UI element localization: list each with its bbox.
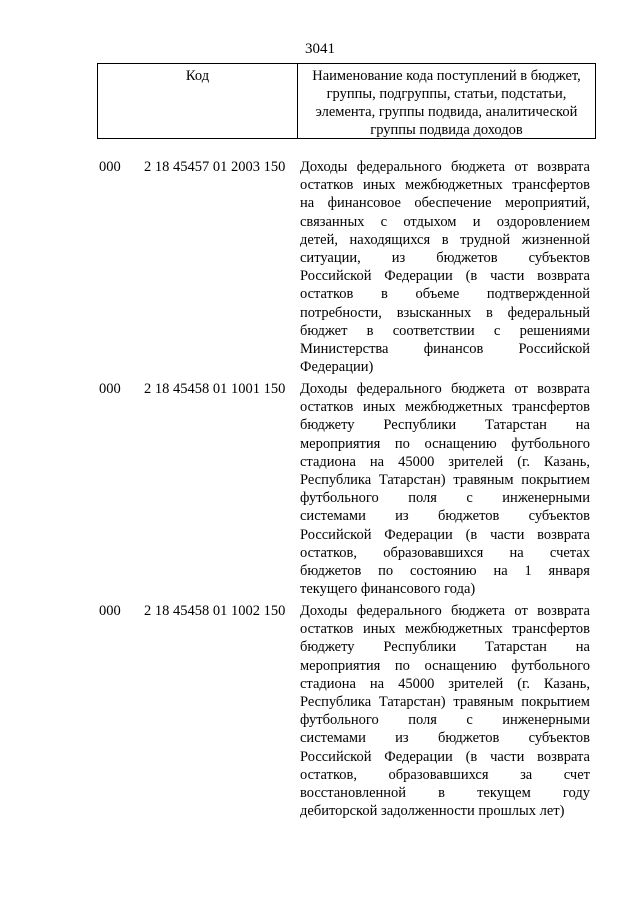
description-line: Доходы федерального бюджета от возврата <box>300 159 590 175</box>
description-line: остатков иных межбюджетных трансфертов <box>300 399 590 416</box>
header-name-column <box>298 64 595 138</box>
description-line: детей, находящихся в трудной жизненной <box>300 231 590 248</box>
admin-code: 000 <box>99 603 121 619</box>
description-line: мероприятия по оснащению футбольного <box>300 435 590 452</box>
description-line: бюджету Республики Татарстан на <box>300 417 590 434</box>
description-line: системами из бюджетов субъектов <box>300 730 590 747</box>
description-line: футбольного поля с инженерными <box>300 712 590 729</box>
description-line: стадиона на 45000 зрителей (г. Казань, <box>300 453 590 470</box>
header-name-line: группы подвида доходов <box>370 122 523 138</box>
description-line: на финансовое обеспечение мероприятий, <box>300 195 590 212</box>
description-line: Федерации) <box>300 359 374 376</box>
description-line: ситуации, из бюджетов субъектов <box>300 249 590 266</box>
description-line: Республика Татарстан) травяным покрытием <box>300 693 590 710</box>
header-name-line: элемента, группы подвида, аналитической <box>315 104 578 120</box>
description-line: остатков в объеме подтвержденной <box>300 286 590 303</box>
header-code-column: Код <box>98 64 298 138</box>
table-header <box>97 63 596 139</box>
admin-code: 000 <box>99 159 121 175</box>
description-line: футбольного поля с инженерными <box>300 490 590 507</box>
description-line: бюджету Республики Татарстан на <box>300 639 590 656</box>
description-line: Российской Федерации (в части возврата <box>300 748 590 765</box>
header-name-line: Наименование кода поступлений в бюджет, <box>312 68 581 84</box>
description-line: потребности, взысканных в федеральный <box>300 304 590 321</box>
description-line: Доходы федерального бюджета от возврата <box>300 381 590 397</box>
admin-code: 000 <box>99 381 121 397</box>
description-line: мероприятия по оснащению футбольного <box>300 657 590 674</box>
page-number: 3041 <box>305 41 335 57</box>
revenue-code: 2 18 45457 01 2003 150 <box>144 159 286 175</box>
description-line: текущего финансового года) <box>300 581 476 598</box>
revenue-code: 2 18 45458 01 1002 150 <box>144 603 286 619</box>
description-line: остатков иных межбюджетных трансфертов <box>300 177 590 194</box>
description-line: стадиона на 45000 зрителей (г. Казань, <box>300 675 590 692</box>
description-line: остатков, образовавшихся за счет <box>300 766 590 783</box>
description-line: Российской Федерации (в части возврата <box>300 526 590 543</box>
description-line: бюджетов по состоянию на 1 января <box>300 562 590 579</box>
description-line: бюджет в соответствии с решениями <box>300 322 590 339</box>
revenue-description <box>300 158 590 376</box>
description-line: системами из бюджетов субъектов <box>300 508 590 525</box>
description-line: остатков, образовавшихся на счетах <box>300 544 590 561</box>
revenue-description <box>300 602 590 820</box>
description-line: связанных с отдыхом и оздоровлением <box>300 213 590 230</box>
description-line: Российской Федерации (в части возврата <box>300 268 590 285</box>
revenue-description <box>300 380 590 598</box>
description-line: Министерства финансов Российской <box>300 340 590 357</box>
revenue-code: 2 18 45458 01 1001 150 <box>144 381 286 397</box>
description-line: Доходы федерального бюджета от возврата <box>300 603 590 619</box>
description-line: восстановленной в текущем году <box>300 784 590 801</box>
description-line: дебиторской задолженности прошлых лет) <box>300 803 565 820</box>
header-name-line: группы, подгруппы, статьи, подстатьи, <box>326 86 567 102</box>
description-line: Республика Татарстан) травяным покрытием <box>300 471 590 488</box>
description-line: остатков иных межбюджетных трансфертов <box>300 621 590 638</box>
